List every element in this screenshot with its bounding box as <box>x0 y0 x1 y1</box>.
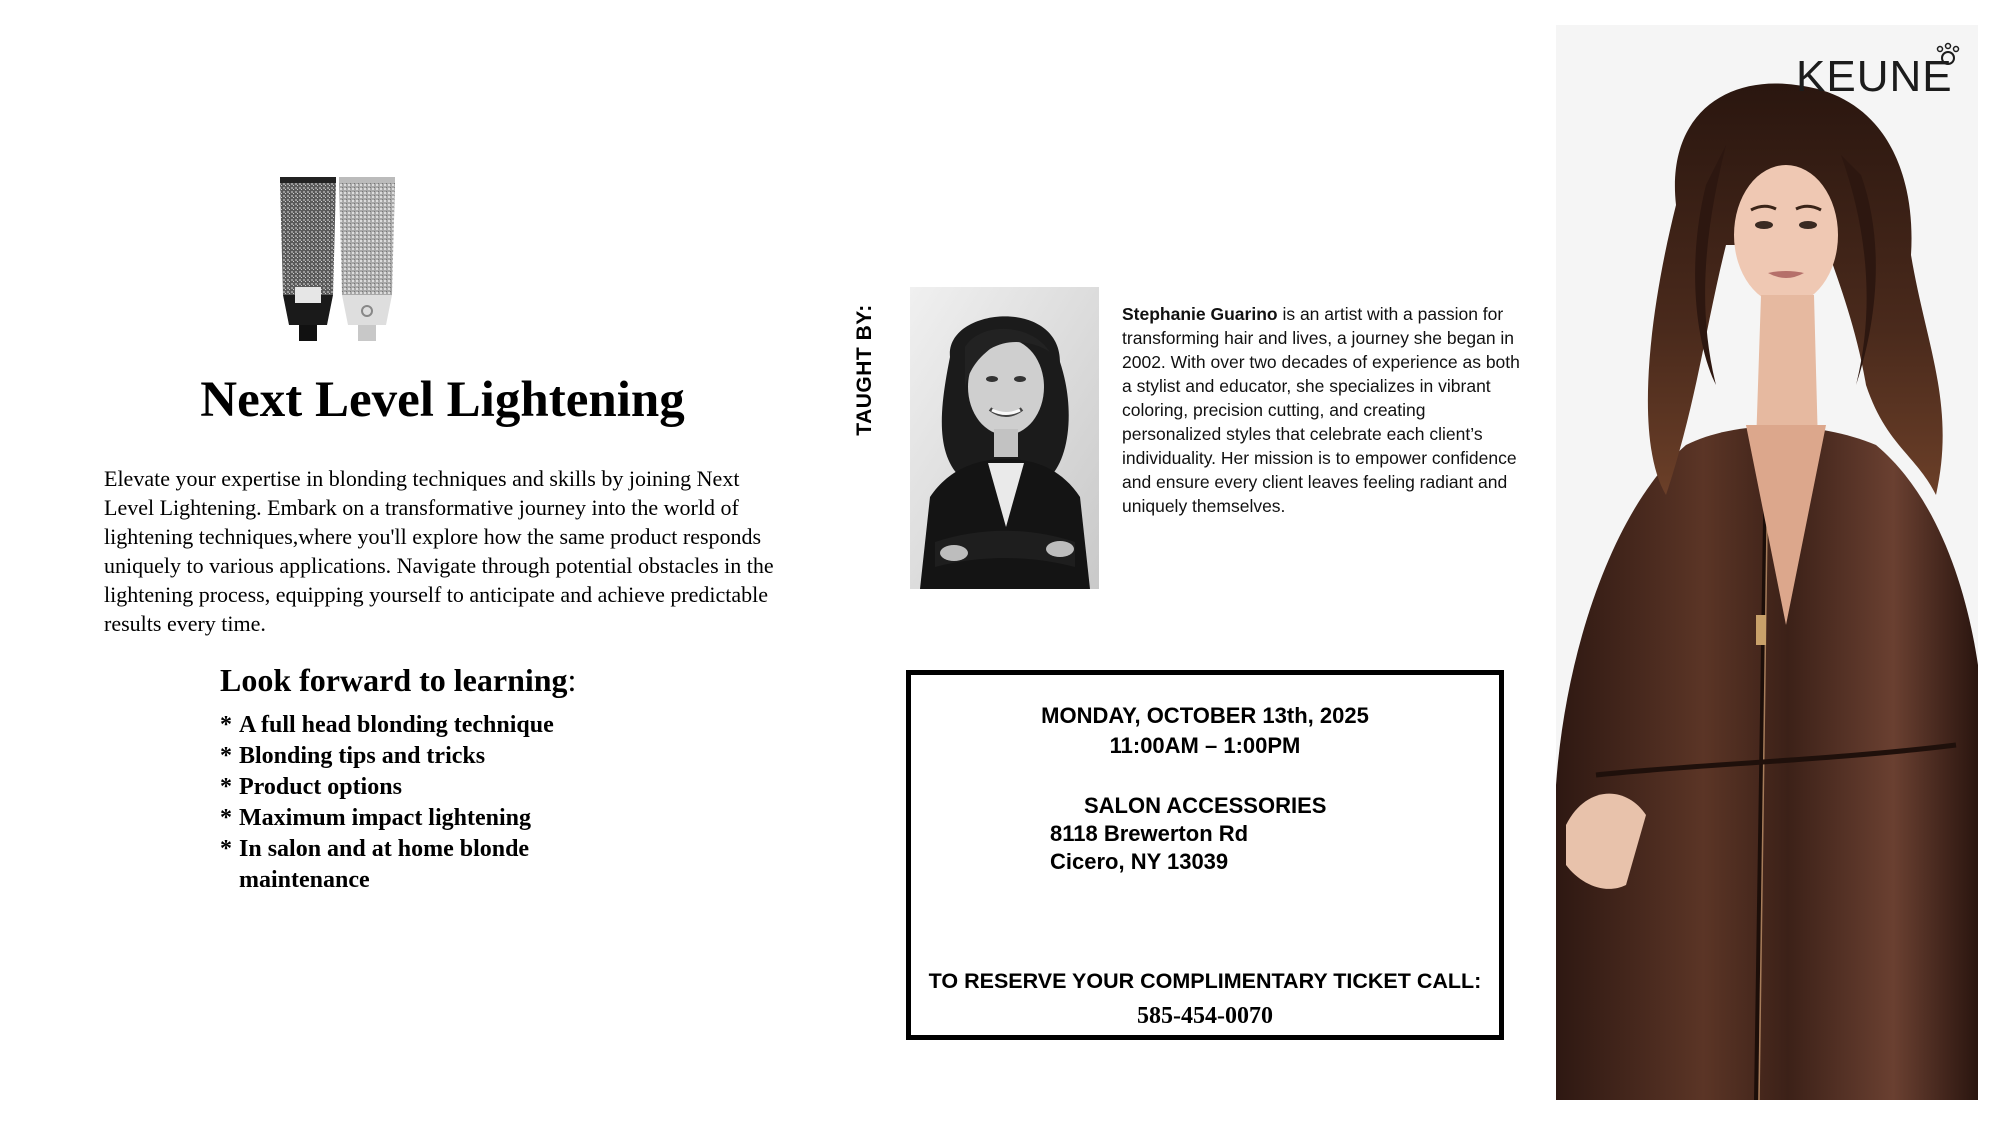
reserve-ticket-label: TO RESERVE YOUR COMPLIMENTARY TICKET CALL: <box>928 969 1482 993</box>
list-item-text: Blonding tips and tricks <box>239 743 486 769</box>
reserve-phone-number: 585-454-0070 <box>1137 1003 1273 1029</box>
event-details-box <box>906 670 1504 1040</box>
learning-list <box>220 710 660 896</box>
keune-logo: KEUNE <box>1796 52 1953 101</box>
list-item <box>220 710 660 741</box>
list-item-text: Maximum impact lightening <box>239 805 531 831</box>
bullet-star: * <box>220 836 232 862</box>
list-item <box>220 741 660 772</box>
teacher-bio-text: is an artist with a passion for transforming hair and lives, a journey she began in 2002. With over two decades of experience as both a stylist and educator, she specializes in vibrant coloring, precision cutting, and creating personalized styles that celebrate each client’s individuality. Her mission is to empower confidence and ensure every client leaves feeling radiant and uniquely themselves. <box>1122 304 1520 516</box>
list-item-text: Product options <box>239 774 402 800</box>
event-city: Cicero, NY 13039 <box>1050 849 1229 874</box>
crown-icon <box>1935 42 1961 68</box>
taught-by-text: TAUGHT BY: <box>853 304 876 436</box>
bullet-star: * <box>220 712 232 738</box>
event-street: 8118 Brewerton Rd <box>1050 821 1249 846</box>
teacher-name: Stephanie Guarino <box>1122 304 1278 324</box>
model-photo <box>1556 25 1978 1100</box>
list-item <box>220 803 660 834</box>
bullet-star: * <box>220 743 232 769</box>
learning-heading <box>220 660 576 700</box>
bullet-star: * <box>220 805 232 831</box>
taught-by-label <box>845 305 885 435</box>
list-item <box>220 772 660 803</box>
list-item-text: A full head blonding technique <box>239 712 554 738</box>
page-title: Next Level Lightening <box>200 372 685 428</box>
learning-heading-text: Look forward to learning <box>220 662 568 698</box>
event-date: MONDAY, OCTOBER 13th, 2025 <box>1041 703 1369 728</box>
list-item-text: In salon and at home blonde maintenance <box>239 836 530 893</box>
list-item <box>220 834 660 896</box>
event-time: 11:00AM – 1:00PM <box>1109 733 1301 758</box>
bullet-star: * <box>220 774 232 800</box>
event-venue: SALON ACCESSORIES <box>1084 793 1327 818</box>
teacher-photo <box>910 287 1099 589</box>
product-tubes-image <box>275 175 400 345</box>
teacher-bio <box>1122 302 1522 518</box>
learning-heading-colon: : <box>567 662 577 698</box>
intro-paragraph: Elevate your expertise in blonding techniques and skills by joining Next Level Lightening. Embark on a transformative journey into the world of lightening techniques,where you'll explore how the same product responds uniquely to various applications. Navigate through potential obstacles in the lightening process, equipping yourself to anticipate and achieve predictable results every time. <box>104 466 774 636</box>
